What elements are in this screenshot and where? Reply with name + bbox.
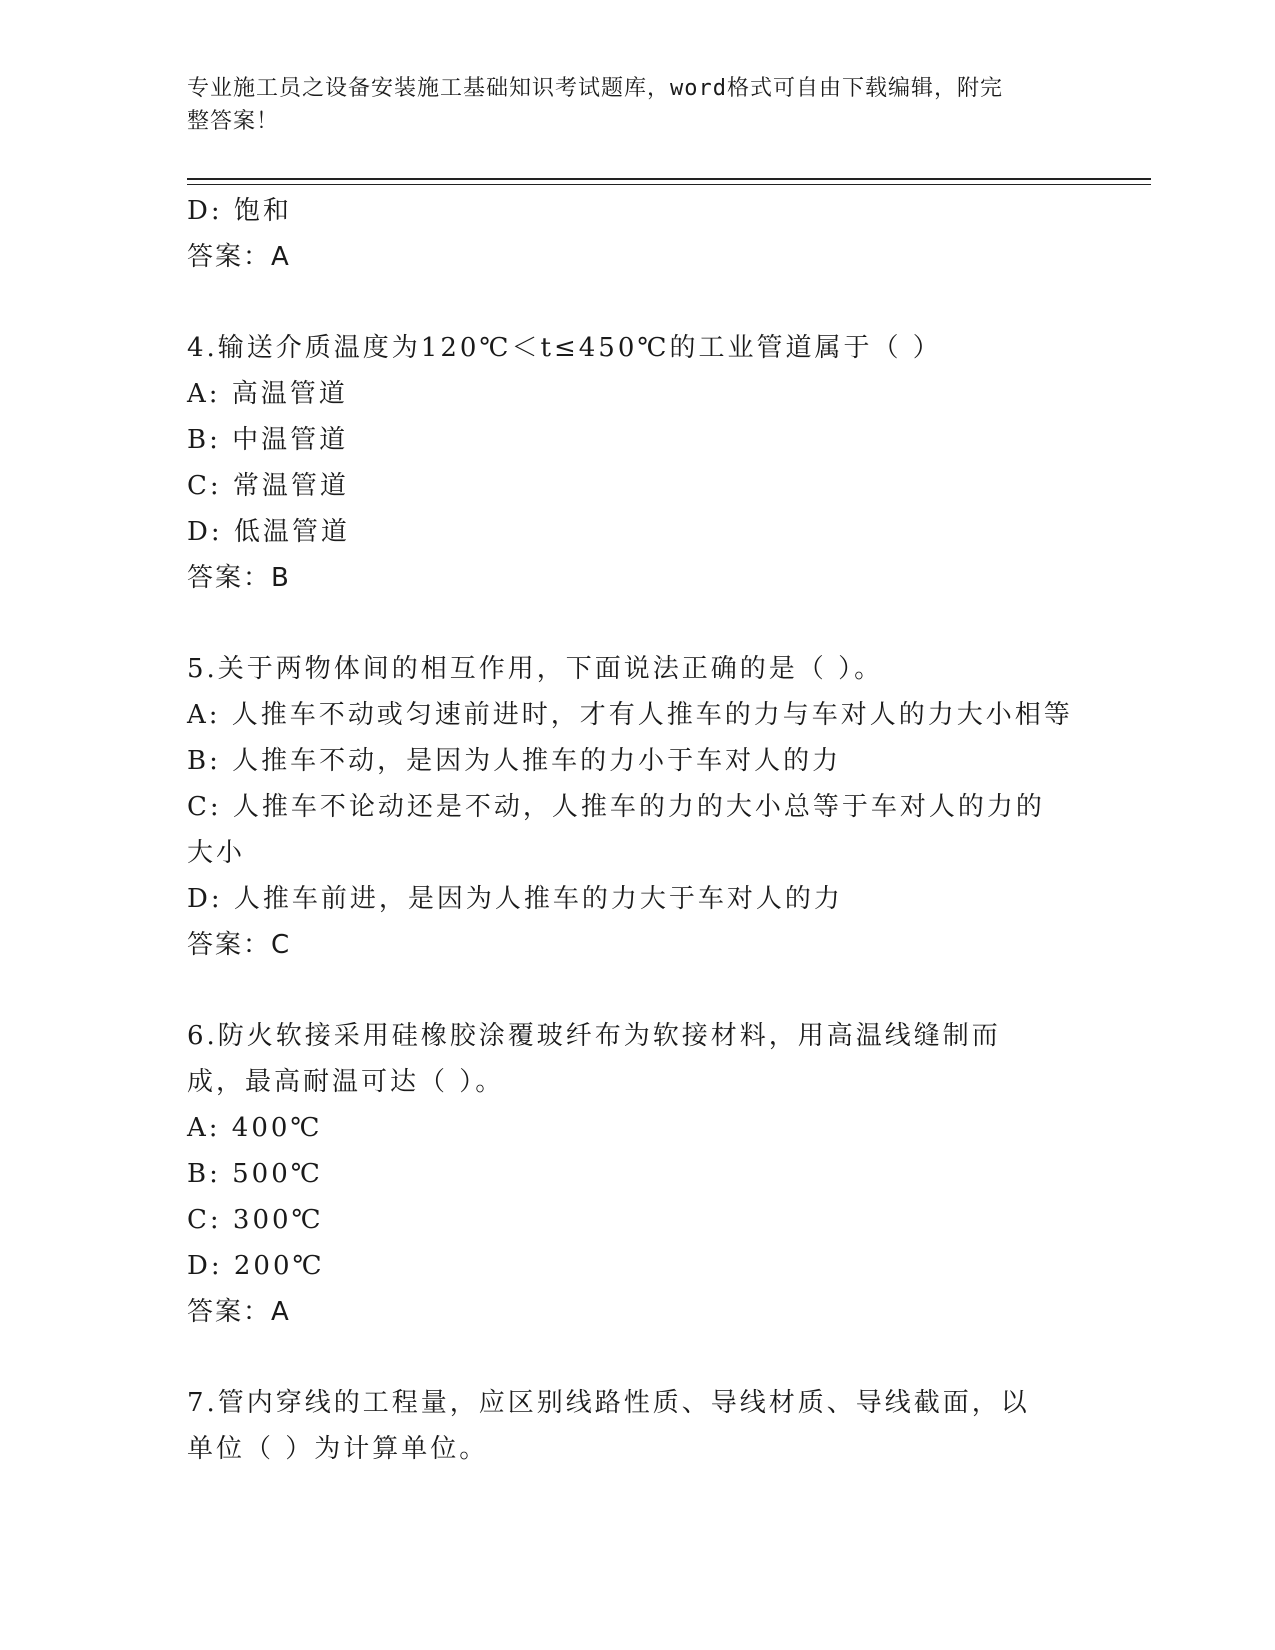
header-rule-thick <box>187 178 1151 180</box>
question-list <box>187 188 1087 1472</box>
answer: 答案：A <box>187 1297 291 1327</box>
option-b: B: 人推车不动，是因为人推车的力小于车对人的力 <box>187 746 842 776</box>
option-d: D: 低温管道 <box>187 517 350 547</box>
header-title-line-1: 专业施工员之设备安装施工基础知识考试题库，word格式可自由下载编辑，附完 <box>187 76 1003 101</box>
option-a: A: 人推车不动或匀速前进时，才有人推车的力与车对人的力大小相等 <box>187 700 1073 730</box>
question-4 <box>187 325 1087 601</box>
option-d: D: 饱和 <box>187 196 292 226</box>
option-a: A: 400℃ <box>187 1113 323 1143</box>
question-stem: 4.输送介质温度为120℃＜t≤450℃的工业管道属于（ ） <box>187 333 942 363</box>
header-title-line-2: 整答案！ <box>187 109 280 134</box>
question-stem: 7.管内穿线的工程量，应区别线路性质、导线材质、导线截面，以单位（ ）为计算单位。 <box>187 1388 1030 1464</box>
question-6 <box>187 1013 1087 1335</box>
question-stem: 6.防火软接采用硅橡胶涂覆玻纤布为软接材料，用高温线缝制而成，最高耐温可达（ ）。 <box>187 1021 1001 1097</box>
option-b: B: 500℃ <box>187 1159 323 1189</box>
answer: 答案：A <box>187 242 291 272</box>
option-c: C: 300℃ <box>187 1205 324 1235</box>
option-b: B: 中温管道 <box>187 425 349 455</box>
question-stem: 5.关于两物体间的相互作用，下面说法正确的是（ ）。 <box>187 654 884 684</box>
answer: 答案：C <box>187 930 292 960</box>
answer: 答案：B <box>187 563 291 593</box>
option-c: C: 常温管道 <box>187 471 349 501</box>
option-d: D: 人推车前进，是因为人推车的力大于车对人的力 <box>187 884 843 914</box>
document-header <box>187 72 1067 138</box>
option-c: C: 人推车不论动还是不动，人推车的力的大小总等于车对人的力的大小 <box>187 792 1045 868</box>
question-5 <box>187 646 1087 968</box>
option-a: A: 高温管道 <box>187 379 348 409</box>
header-rule-thin <box>187 184 1151 185</box>
question-7 <box>187 1380 1087 1472</box>
option-d: D: 200℃ <box>187 1251 325 1281</box>
